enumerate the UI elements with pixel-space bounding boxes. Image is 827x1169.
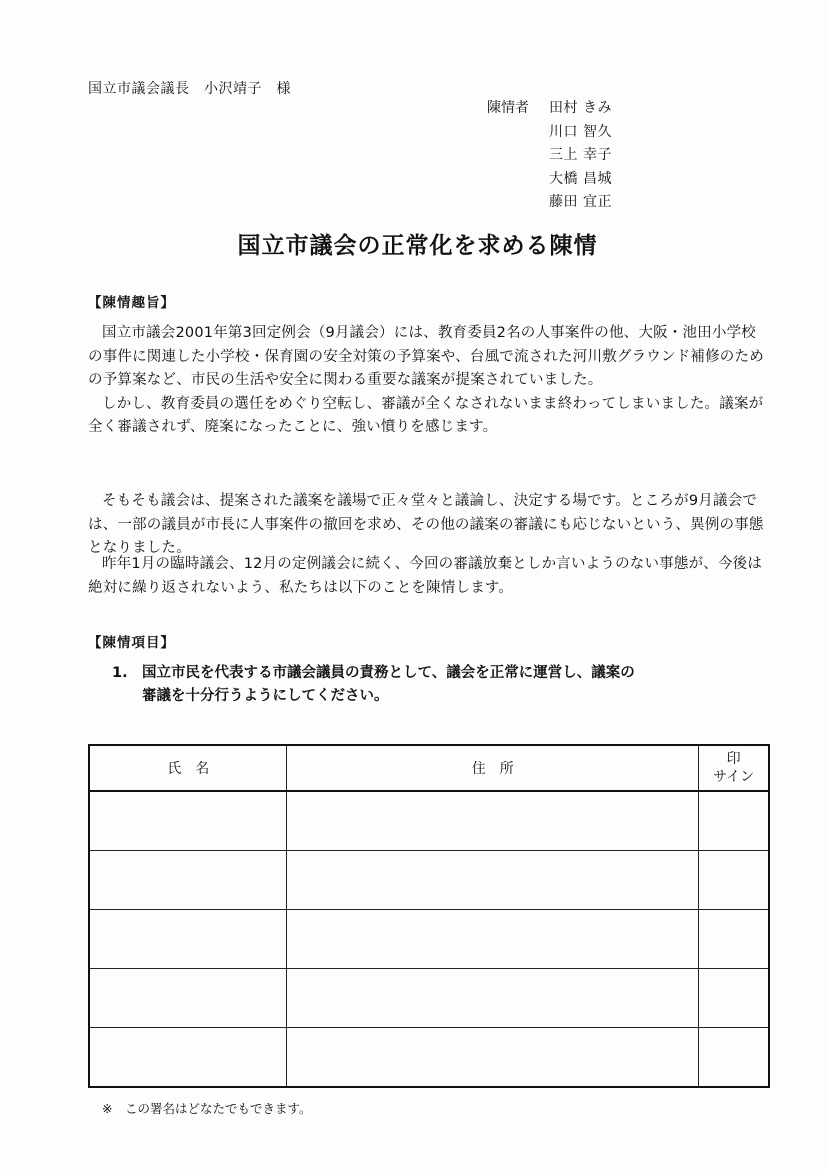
name-cell[interactable]: [89, 1028, 287, 1088]
seal-cell[interactable]: [699, 851, 769, 910]
petitioner-list: [487, 97, 612, 215]
address-cell[interactable]: [287, 969, 699, 1028]
name-cell[interactable]: [89, 851, 287, 910]
name-cell[interactable]: [89, 791, 287, 851]
seal-cell[interactable]: [699, 910, 769, 969]
petitioner-name: 藤田 宜正: [549, 194, 612, 210]
purpose-body-3: [88, 553, 768, 600]
petitioner-row: [487, 97, 612, 121]
signature-row: [89, 969, 769, 1028]
petitioner-row: [487, 121, 612, 145]
item-text-line2: 審議を十分行うようにしてください。: [142, 688, 389, 704]
seal-cell[interactable]: [699, 791, 769, 851]
seal-cell[interactable]: [699, 1028, 769, 1088]
purpose-paragraph: 昨年1月の臨時議会、12月の定例議会に続く、今回の審議放棄としか言いようのない事態が、今後は絶対に繰り返されないよう、私たちは以下のことを陳情します。: [88, 556, 763, 596]
name-cell[interactable]: [89, 910, 287, 969]
address-cell[interactable]: [287, 910, 699, 969]
purpose-paragraph: しかし、教育委員の選任をめぐり空転し、審議が全くなされないまま終わってしまいました。議案が全く審議されず、廃案になったことに、強い憤りを感じます。: [88, 395, 764, 435]
seal-column-header: 印 サイン: [699, 745, 769, 791]
signature-row: [89, 791, 769, 851]
item-number: 1.: [112, 665, 128, 681]
seal-cell[interactable]: [699, 969, 769, 1028]
purpose-body: [88, 322, 768, 440]
document-title: 国立市議会の正常化を求める陳情: [237, 233, 598, 259]
signature-table-header: [89, 745, 769, 791]
item-text-line1: 国立市民を代表する市議会議員の責務として、議会を正常に運営し、議案の: [142, 665, 635, 681]
purpose-paragraph: そもそも議会は、提案された議案を議場で正々堂々と議論し、決定する場です。ところが9月議会では、一部の議員が市長に人事案件の撤回を求め、その他の議案の審議にも応じないという、異例の事態となりました。: [88, 493, 764, 556]
signature-row: [89, 1028, 769, 1088]
addressee: 国立市議会議長 小沢靖子 様: [88, 81, 291, 97]
address-column-header: 住 所: [287, 745, 699, 791]
address-cell[interactable]: [287, 1028, 699, 1088]
petitioner-row: [487, 191, 612, 215]
signature-row: [89, 910, 769, 969]
address-cell[interactable]: [287, 851, 699, 910]
footnote: ※ この署名はどなたでもできます。: [102, 1101, 312, 1116]
signature-table: [88, 744, 770, 1088]
petitioner-name: 田村 きみ: [549, 100, 612, 116]
petitioner-label: 陳情者: [487, 100, 529, 116]
petitioner-name: 大橋 昌城: [549, 170, 612, 187]
name-column-header: 氏 名: [89, 745, 287, 791]
purpose-body-2: [88, 490, 768, 561]
petitioner-row: [487, 144, 612, 168]
petitioner-name: 三上 幸子: [549, 147, 612, 163]
purpose-paragraph: 国立市議会2001年第3回定例会（9月議会）には、教育委員2名の人事案件の他、大阪・池田小学校の事件に関連した小学校・保育園の安全対策の予算案や、台風で流された河川敷グラウンド補修のための予算案など、市民の生活や安全に関わる重要な議案が提案されていました。: [88, 325, 764, 388]
petitioner-name: 川口 智久: [549, 123, 612, 140]
items-heading: 【陳情項目】: [88, 635, 175, 651]
purpose-heading: 【陳情趣旨】: [88, 295, 175, 311]
petitioner-row: [487, 168, 612, 192]
address-cell[interactable]: [287, 791, 699, 851]
name-cell[interactable]: [89, 969, 287, 1028]
signature-row: [89, 851, 769, 910]
petition-item: [112, 662, 752, 708]
